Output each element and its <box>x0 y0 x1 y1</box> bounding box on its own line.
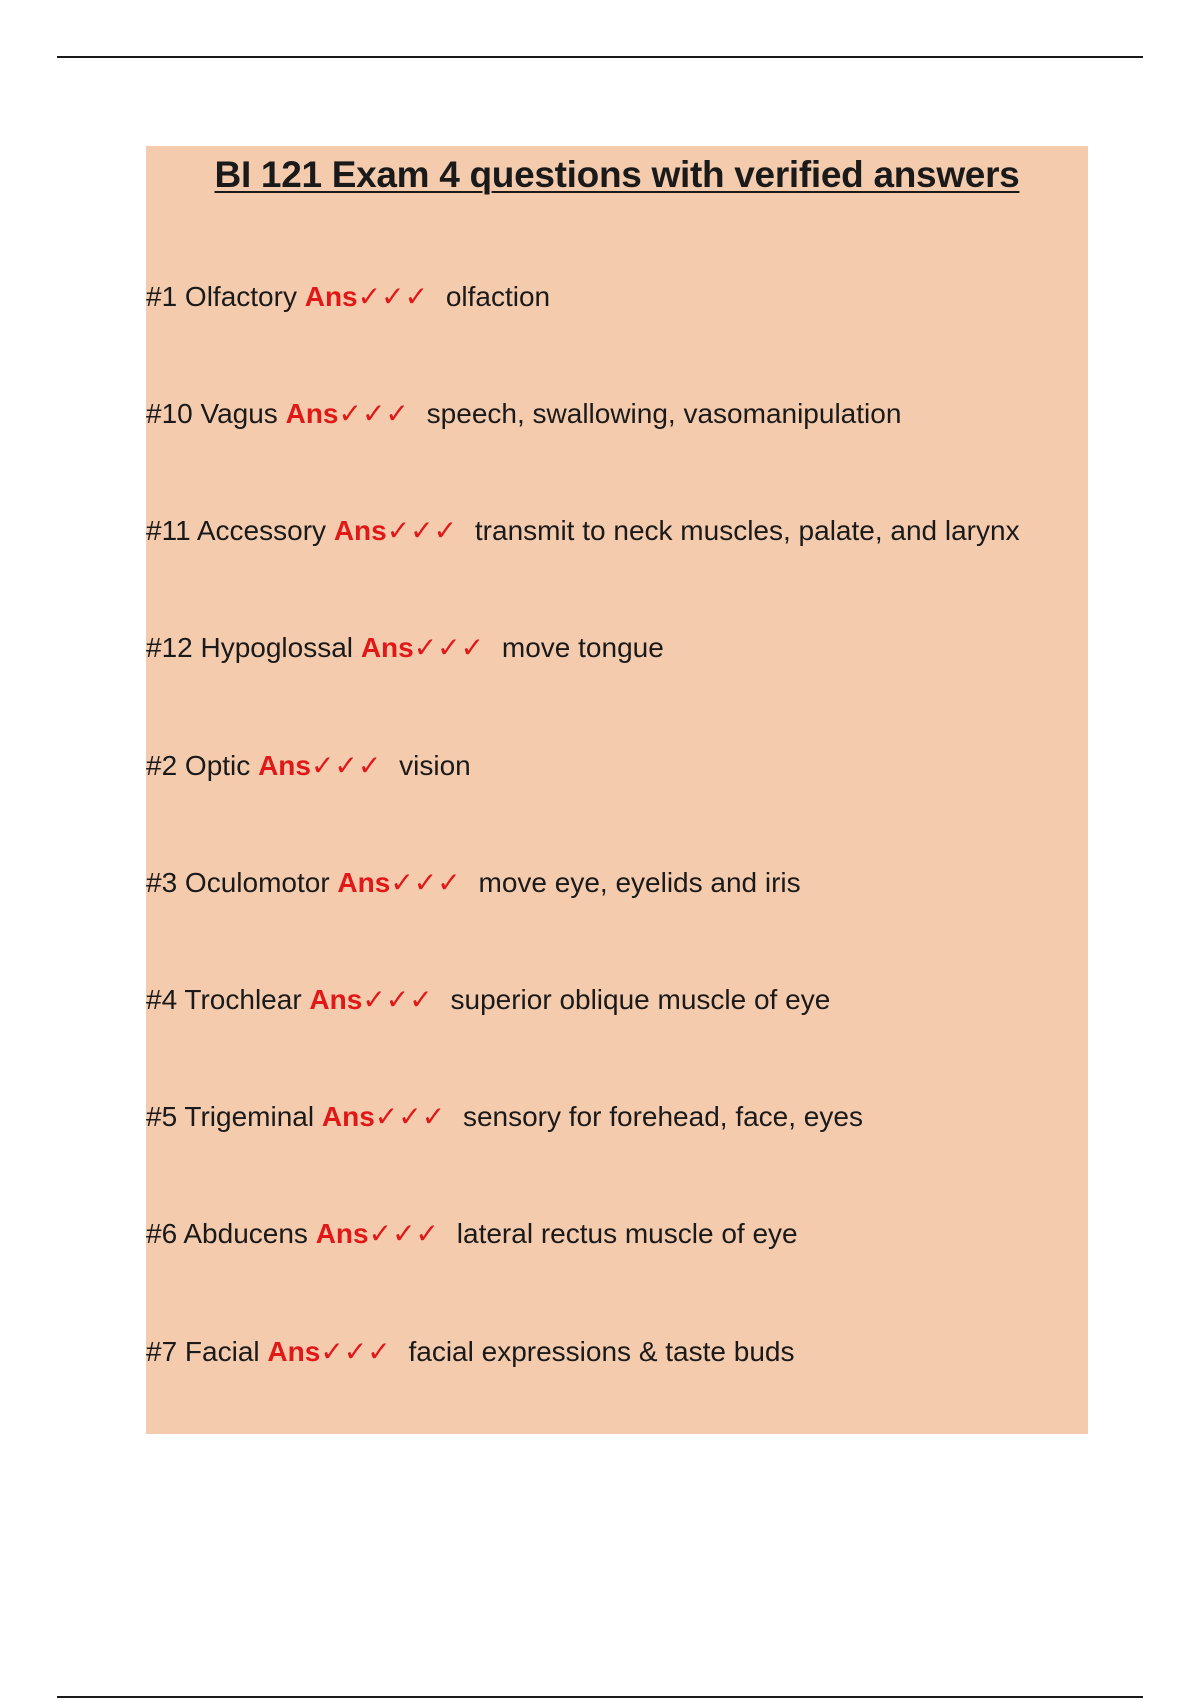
checkmark-icon: ✓✓✓ <box>413 632 485 663</box>
ans-label: Ans <box>321 1101 375 1132</box>
checkmark-icon: ✓✓✓ <box>386 515 458 546</box>
ans-label: Ans <box>285 398 339 429</box>
checkmark-icon: ✓✓✓ <box>368 1218 439 1249</box>
question-text: #11 Accessory <box>146 515 327 546</box>
question-text: #6 Abducens <box>146 1218 308 1249</box>
qa-item <box>146 1100 863 1133</box>
ans-label: Ans <box>315 1218 369 1249</box>
question-text: #4 Trochlear <box>146 984 302 1015</box>
checkmark-icon: ✓✓✓ <box>390 867 461 898</box>
checkmark-icon: ✓✓✓ <box>374 1101 446 1132</box>
ans-label: Ans <box>258 750 311 781</box>
checkmark-icon: ✓✓✓ <box>357 281 429 312</box>
ans-label: Ans <box>360 632 414 663</box>
qa-item <box>146 631 664 664</box>
answer-text: speech, swallowing, vasomanipulation <box>426 398 902 429</box>
qa-item <box>146 749 471 782</box>
answer-text: move tongue <box>501 632 664 663</box>
qa-item <box>146 397 901 430</box>
checkmark-icon: ✓✓✓ <box>362 984 433 1015</box>
ans-label: Ans <box>333 515 387 546</box>
ans-label: Ans <box>309 984 363 1015</box>
question-text: #12 Hypoglossal <box>146 632 354 663</box>
ans-label: Ans <box>267 1336 321 1367</box>
answer-text: lateral rectus muscle of eye <box>456 1218 798 1249</box>
question-text: #3 Oculomotor <box>146 867 330 898</box>
question-text: #1 Olfactory <box>146 281 297 312</box>
qa-panel <box>146 146 1088 1434</box>
question-text: #7 Facial <box>146 1336 260 1367</box>
answer-text: transmit to neck muscles, palate, and larynx <box>474 515 1020 546</box>
qa-item <box>146 983 830 1016</box>
checkmark-icon: ✓✓✓ <box>310 750 382 781</box>
checkmark-icon: ✓✓✓ <box>338 398 409 429</box>
answer-text: olfaction <box>445 281 551 312</box>
ans-label: Ans <box>304 281 358 312</box>
qa-item <box>146 866 801 899</box>
answer-text: sensory for forehead, face, eyes <box>462 1101 863 1132</box>
qa-item <box>146 280 550 313</box>
question-text: #10 Vagus <box>146 398 278 429</box>
answer-text: facial expressions & taste buds <box>408 1336 795 1367</box>
checkmark-icon: ✓✓✓ <box>320 1336 391 1367</box>
question-text: #5 Trigeminal <box>146 1101 315 1132</box>
answer-text: superior oblique muscle of eye <box>450 984 831 1015</box>
ans-label: Ans <box>337 867 391 898</box>
qa-item <box>146 514 1020 547</box>
qa-item <box>146 1335 794 1368</box>
document-title: BI 121 Exam 4 questions with verified answers <box>214 154 1020 195</box>
footer-rule <box>57 1696 1143 1698</box>
question-text: #2 Optic <box>146 750 251 781</box>
qa-item <box>146 1217 798 1250</box>
answer-text: move eye, eyelids and iris <box>478 867 801 898</box>
answer-text: vision <box>399 750 471 781</box>
header-rule <box>57 56 1143 58</box>
